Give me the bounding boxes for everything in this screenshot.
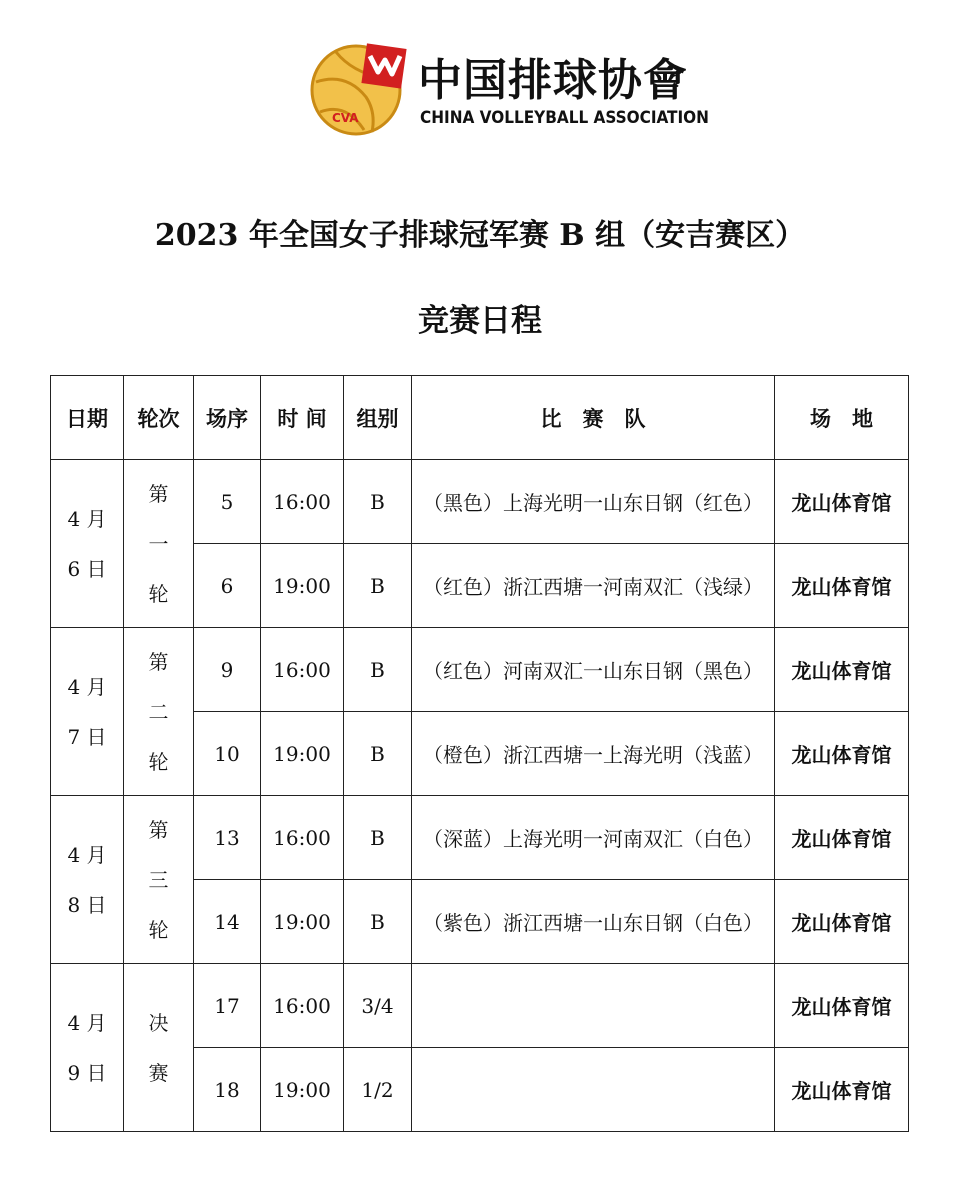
round-char: 赛 bbox=[148, 1060, 169, 1085]
match-no: 13 bbox=[194, 796, 261, 880]
match-teams bbox=[412, 1048, 775, 1132]
round-char: 二 bbox=[148, 699, 169, 724]
date-day: 8 日 bbox=[67, 892, 107, 917]
match-teams: （紫色）浙江西塘一山东日钢（白色） bbox=[412, 880, 775, 964]
match-time: 19:00 bbox=[261, 880, 344, 964]
round-char: 轮 bbox=[148, 917, 169, 942]
match-group: 3/4 bbox=[344, 964, 412, 1048]
match-no: 17 bbox=[194, 964, 261, 1048]
header-time: 时 间 bbox=[261, 376, 344, 460]
date-month: 4 月 bbox=[67, 842, 107, 867]
date-day: 7 日 bbox=[67, 724, 107, 749]
match-teams: （深蓝）上海光明一河南双汇（白色） bbox=[412, 796, 775, 880]
match-venue: 龙山体育馆 bbox=[775, 460, 909, 544]
round-cell bbox=[124, 796, 194, 964]
match-group: B bbox=[344, 460, 412, 544]
match-teams: （橙色）浙江西塘一上海光明（浅蓝） bbox=[412, 712, 775, 796]
match-time: 19:00 bbox=[261, 544, 344, 628]
match-time: 16:00 bbox=[261, 796, 344, 880]
header-group: 组别 bbox=[344, 376, 412, 460]
match-no: 5 bbox=[194, 460, 261, 544]
table-row bbox=[51, 460, 909, 544]
match-group: B bbox=[344, 628, 412, 712]
match-group: 1/2 bbox=[344, 1048, 412, 1132]
match-time: 19:00 bbox=[261, 712, 344, 796]
round-char: 决 bbox=[148, 1010, 169, 1035]
header-round: 轮次 bbox=[124, 376, 194, 460]
cva-logo bbox=[306, 42, 709, 136]
header-teams: 比 赛 队 bbox=[412, 376, 775, 460]
date-month: 4 月 bbox=[67, 674, 107, 699]
date-day: 6 日 bbox=[67, 556, 107, 581]
match-time: 16:00 bbox=[261, 964, 344, 1048]
table-row bbox=[51, 964, 909, 1048]
date-day: 9 日 bbox=[67, 1060, 107, 1085]
round-char: 第 bbox=[148, 817, 169, 842]
round-char: 轮 bbox=[148, 581, 169, 606]
round-cell bbox=[124, 964, 194, 1132]
match-venue: 龙山体育馆 bbox=[775, 1048, 909, 1132]
match-venue: 龙山体育馆 bbox=[775, 712, 909, 796]
match-no: 9 bbox=[194, 628, 261, 712]
round-cell bbox=[124, 628, 194, 796]
match-venue: 龙山体育馆 bbox=[775, 796, 909, 880]
match-group: B bbox=[344, 544, 412, 628]
header-match-no: 场序 bbox=[194, 376, 261, 460]
match-venue: 龙山体育馆 bbox=[775, 880, 909, 964]
round-char: 轮 bbox=[148, 749, 169, 774]
match-no: 14 bbox=[194, 880, 261, 964]
match-time: 19:00 bbox=[261, 1048, 344, 1132]
match-group: B bbox=[344, 880, 412, 964]
match-teams: （红色）河南双汇一山东日钢（黑色） bbox=[412, 628, 775, 712]
match-group: B bbox=[344, 796, 412, 880]
schedule-table bbox=[50, 375, 909, 1132]
header-venue: 场 地 bbox=[775, 376, 909, 460]
date-cell bbox=[51, 628, 124, 796]
header-row bbox=[51, 376, 909, 460]
volleyball-logo-icon bbox=[306, 42, 410, 136]
round-char: 一 bbox=[148, 531, 169, 556]
round-char: 三 bbox=[148, 867, 169, 892]
date-cell bbox=[51, 964, 124, 1132]
header-date: 日期 bbox=[51, 376, 124, 460]
logo-icon-text: CVA bbox=[332, 111, 359, 125]
logo-name-cn: 中国排球协會 bbox=[418, 55, 688, 106]
date-cell bbox=[51, 460, 124, 628]
page-title: 2023 年全国女子排球冠军赛 B 组（安吉赛区） bbox=[154, 218, 806, 253]
match-time: 16:00 bbox=[261, 460, 344, 544]
date-cell bbox=[51, 796, 124, 964]
round-char: 第 bbox=[148, 481, 169, 506]
match-venue: 龙山体育馆 bbox=[775, 628, 909, 712]
page-subtitle: 竞赛日程 bbox=[418, 303, 542, 339]
round-char: 第 bbox=[148, 649, 169, 674]
match-group: B bbox=[344, 712, 412, 796]
logo-name-en: CHINA VOLLEYBALL ASSOCIATION bbox=[420, 108, 709, 128]
date-month: 4 月 bbox=[67, 1010, 107, 1035]
match-venue: 龙山体育馆 bbox=[775, 964, 909, 1048]
match-no: 6 bbox=[194, 544, 261, 628]
date-month: 4 月 bbox=[67, 506, 107, 531]
match-time: 16:00 bbox=[261, 628, 344, 712]
match-teams bbox=[412, 964, 775, 1048]
table-row bbox=[51, 628, 909, 712]
match-no: 18 bbox=[194, 1048, 261, 1132]
match-teams: （红色）浙江西塘一河南双汇（浅绿） bbox=[412, 544, 775, 628]
match-no: 10 bbox=[194, 712, 261, 796]
match-venue: 龙山体育馆 bbox=[775, 544, 909, 628]
table-row bbox=[51, 796, 909, 880]
round-cell bbox=[124, 460, 194, 628]
match-teams: （黑色）上海光明一山东日钢（红色） bbox=[412, 460, 775, 544]
